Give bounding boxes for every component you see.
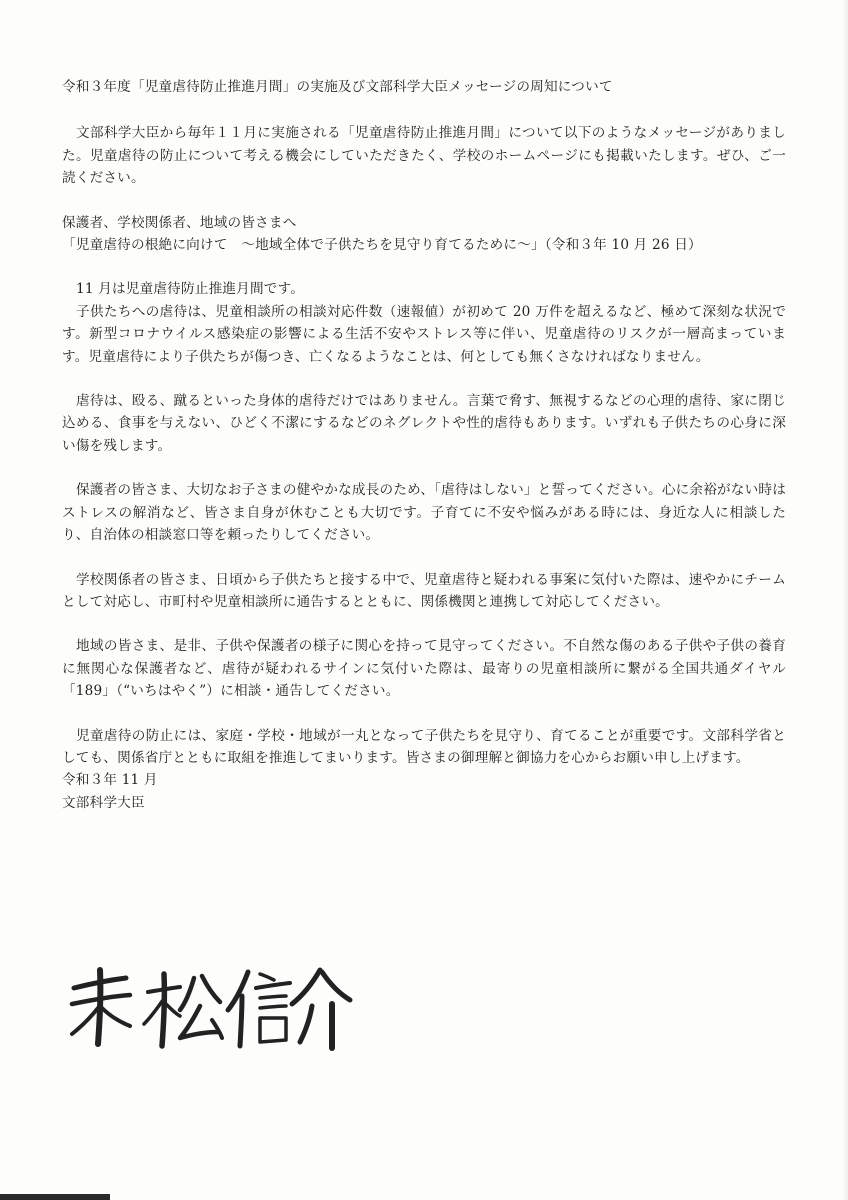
message-paragraph: 児童虐待の防止には、家庭・学校・地域が一丸となって子供たちを見守り、育てることが重要です。文部科学省としても、関係省庁とともに取組を推進してまいります。皆さまの御理解と御協力を心からお願い申し上げます。 bbox=[62, 727, 786, 766]
addressee-line: 保護者、学校関係者、地域の皆さまへ bbox=[62, 214, 297, 231]
message-paragraph: 11 月は児童虐待防止推進月間です。 bbox=[76, 281, 305, 298]
document-title: 令和３年度「児童虐待防止推進月間」の実施及び文部科学大臣メッセージの周知について bbox=[62, 79, 613, 95]
page-edge-shadow bbox=[842, 0, 848, 1200]
intro-paragraph: 文部科学大臣から毎年１１月に実施される「児童虐待防止推進月間」について以下のようなメッセージがありました。児童虐待の防止について考える機会にしていただきたく、学校のホームページにも掲載いたします。ぜひ、ご一読ください。 bbox=[62, 125, 786, 187]
message-paragraph: 学校関係者の皆さま、日頃から子供たちと接する中で、児童虐待と疑われる事案に気付いた際は、速やかにチームとして対応し、市町村や児童相談所に通告するとともに、関係機関と連携して対応してください。 bbox=[62, 571, 786, 610]
document-sender: 文部科学大臣 bbox=[62, 794, 145, 811]
message-paragraph: 地域の皆さま、是非、子供や保護者の様子に関心を持って見守ってください。不自然な傷のある子供や子供の養育に無関心な保護者など、虐待が疑われるサインに気付いた際は、最寄りの児童相談所に繋がる全国共通ダイヤル「189」（“いちはやく”）に相談・通告してください。 bbox=[62, 638, 786, 700]
message-paragraph: 子供たちへの虐待は、児童相談所の相談対応件数（速報値）が初めて 20 万件を超えるなど、極めて深刻な状況です。新型コロナウイルス感染症の影響による生活不安やストレス等に伴い、児童虐待のリスクが一層高まっています。児童虐待により子供たちが傷つき、亡くなるようなことは、何としても無くさなければなりません。 bbox=[62, 303, 786, 365]
scan-edge-mark bbox=[0, 1194, 110, 1200]
message-paragraph: 虐待は、殴る、蹴るといった身体的虐待だけではありません。言葉で脅す、無視するなどの心理的虐待、家に閉じ込める、食事を与えない、ひどく不潔にするなどのネグレクトや性的虐待もあります。いずれも子供たちの心身に深い傷を残します。 bbox=[62, 393, 786, 454]
handwritten-signature bbox=[64, 962, 354, 1052]
document-body bbox=[62, 76, 786, 814]
document-date: 令和３年 11 月 bbox=[62, 772, 158, 789]
message-paragraph: 保護者の皆さま、大切なお子さまの健やかな成長のため、「虐待はしない」と誓ってください。心に余裕がない時はストレスの解消など、皆さま自身が休むことも大切です。子育てに不安や悩みがある時には、身近な人に相談したり、自治体の相談窓口等を頼ったりしてください。 bbox=[62, 482, 786, 544]
message-title: 「児童虐待の根絶に向けて 〜地域全体で子供たちを見守り育てるために〜」（令和３年 10 月 26 日） bbox=[62, 237, 702, 254]
